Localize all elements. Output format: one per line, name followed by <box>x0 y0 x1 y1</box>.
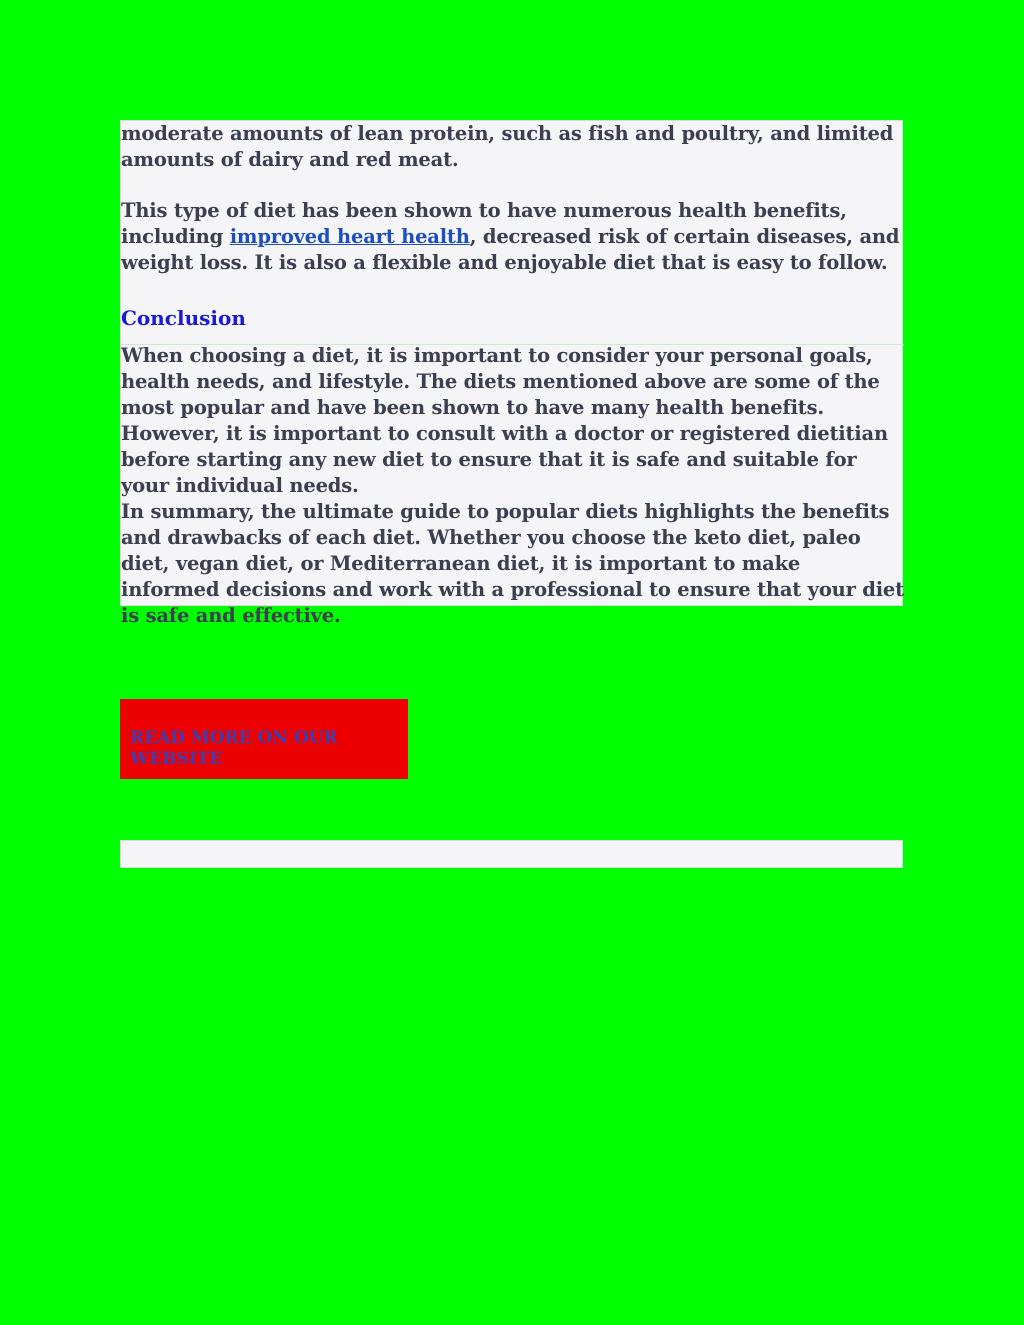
benefits-text-before: This type of diet has been shown to have numerous health benefits, including <box>121 199 847 248</box>
conclusion-heading: Conclusion <box>121 306 246 330</box>
improved-heart-health-link[interactable]: improved heart health <box>229 225 470 248</box>
read-more-button[interactable]: READ MORE ON OUR WEBSITE <box>120 699 408 779</box>
article-paragraph-conclusion: When choosing a diet, it is important to consider your personal goals, health needs, and lifestyle. The diets mentioned above are some of the most popular and have been shown to have many health benefits. However, it is important to consult with a doctor or registered dietitian before starting any new diet to ensure that it is safe and suitable for your individual needs. <box>121 344 888 497</box>
footer-bar <box>120 840 903 868</box>
article-card <box>120 120 904 627</box>
article-paragraph-summary: In summary, the ultimate guide to popular diets highlights the benefits and drawbacks of each diet. Whether you choose the keto diet, paleo diet, vegan diet, or Mediterranean diet, it is important to make informed decisions and work with a professional to ensure that your diet is safe and effective. <box>121 500 904 627</box>
benefits-text-after: , decreased risk of certain diseases, and weight loss. It is also a flexible and enjoyable diet that is easy to follow. <box>121 225 900 274</box>
article-paragraph-benefits <box>121 198 904 276</box>
article-paragraph-diet-intro: moderate amounts of lean protein, such as fish and poultry, and limited amounts of dairy and red meat. <box>121 122 894 171</box>
